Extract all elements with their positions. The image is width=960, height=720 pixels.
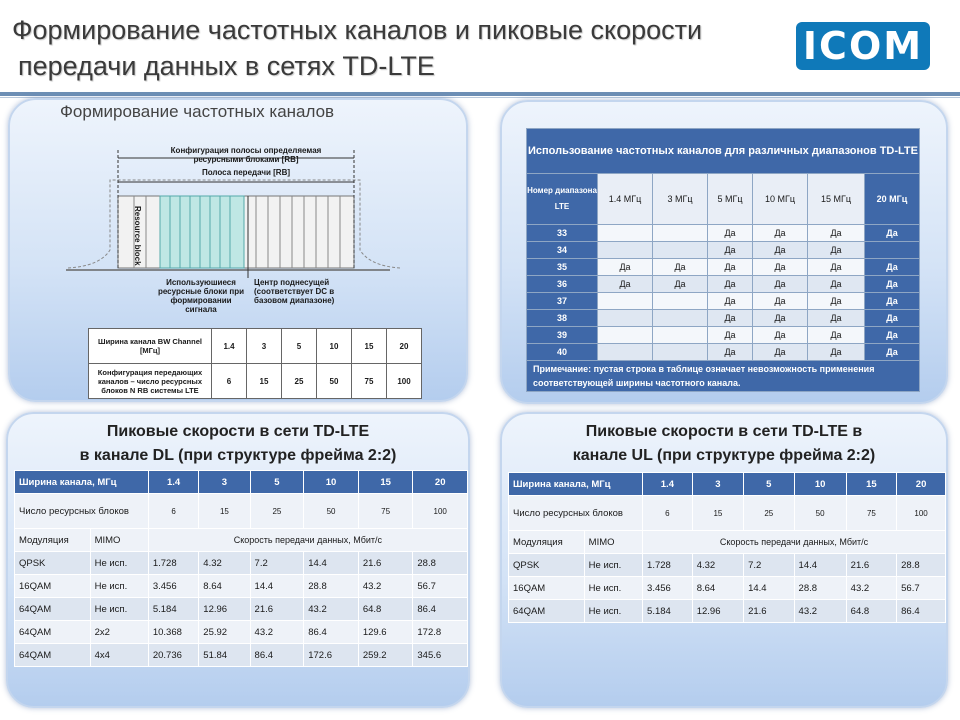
table-row	[509, 577, 946, 600]
table-row	[527, 225, 920, 242]
table-row	[89, 364, 422, 399]
modulation-header: Модуляция	[15, 529, 91, 552]
rate-cell: 5.184	[643, 600, 693, 623]
diagram-title: Формирование частотных каналов	[60, 102, 335, 121]
title-line-1: Формирование частотных каналов и пиковые скорости	[12, 15, 703, 45]
rate-cell: 64.8	[358, 598, 413, 621]
band-col-header: 5 МГц	[708, 174, 753, 225]
used-blocks-label: Используюшиеся ресурсные блоки при формировании сигнала	[157, 278, 245, 314]
rate-cell: 56.7	[897, 577, 946, 600]
table-cell: Да	[808, 344, 865, 361]
table-cell: Да	[753, 242, 808, 259]
dl-rates-table	[14, 470, 468, 667]
table-row	[89, 329, 422, 364]
rb-cell: 100	[413, 494, 468, 529]
table-cell: Да	[708, 276, 753, 293]
rate-cell: 345.6	[413, 644, 468, 667]
modulation-cell: 16QAM	[15, 575, 91, 598]
rb-cell: 75	[846, 496, 896, 531]
table-cell: Да	[753, 327, 808, 344]
rb-label: Число ресурсных блоков	[15, 494, 149, 529]
table-cell: Да	[808, 259, 865, 276]
mimo-header: MIMO	[584, 531, 642, 554]
bandwidth-cell: 10	[794, 473, 846, 496]
rate-cell: 43.2	[846, 577, 896, 600]
rate-cell: 8.64	[692, 577, 743, 600]
rate-cell: 28.8	[304, 575, 359, 598]
bandwidth-cell: 20	[897, 473, 946, 496]
rb-cell: 50	[304, 494, 359, 529]
table-cell: 50	[317, 364, 352, 399]
header-row	[509, 531, 946, 554]
dl-title	[8, 420, 468, 468]
channel-formation-panel	[8, 98, 468, 402]
mimo-cell: Не исп.	[90, 598, 148, 621]
bandwidth-cell: 1.4	[643, 473, 693, 496]
table-cell: Да	[753, 259, 808, 276]
table-cell: Да	[865, 327, 920, 344]
rate-cell: 14.4	[794, 554, 846, 577]
table-row	[509, 554, 946, 577]
table-cell: Да	[808, 327, 865, 344]
rate-cell: 12.96	[199, 598, 250, 621]
rb-cell: 50	[794, 496, 846, 531]
band-number-cell: 34	[527, 242, 598, 259]
bandwidth-row-header: Ширина канала BW Channel [МГц]	[89, 329, 212, 364]
table-cell: Да	[808, 242, 865, 259]
table-cell: Да	[808, 293, 865, 310]
rate-cell: 43.2	[358, 575, 413, 598]
band-number-cell: 36	[527, 276, 598, 293]
table-cell	[598, 344, 653, 361]
table-cell: Да	[708, 225, 753, 242]
bandwidth-cell: 15	[358, 471, 413, 494]
table-cell: 75	[352, 364, 387, 399]
table-cell: 25	[282, 364, 317, 399]
rate-cell: 86.4	[897, 600, 946, 623]
rate-cell: 1.728	[643, 554, 693, 577]
mimo-cell: Не исп.	[90, 575, 148, 598]
modulation-header: Модуляция	[509, 531, 585, 554]
table-row	[527, 327, 920, 344]
rate-header: Скорость передачи данных, Мбит/с	[643, 531, 946, 554]
table-cell	[598, 310, 653, 327]
rate-cell: 4.32	[199, 552, 250, 575]
rate-cell: 7.2	[250, 552, 304, 575]
bandwidth-cell: 10	[304, 471, 359, 494]
table-cell: Да	[808, 276, 865, 293]
rb-row	[15, 494, 468, 529]
table-cell: 1.4	[212, 329, 247, 364]
table-row	[527, 344, 920, 361]
rate-cell: 28.8	[794, 577, 846, 600]
table-cell	[653, 310, 708, 327]
table-row	[509, 600, 946, 623]
table-cell	[865, 242, 920, 259]
rb-cell: 6	[148, 494, 198, 529]
band-table-caption: Использование частотных каналов для различных диапазонов TD-LTE	[527, 129, 920, 174]
ul-rates-table	[508, 472, 946, 623]
band-number-cell: 39	[527, 327, 598, 344]
band-col-header: 3 МГц	[653, 174, 708, 225]
table-cell: Да	[865, 225, 920, 242]
table-cell: Да	[753, 293, 808, 310]
rb-cell: 15	[199, 494, 250, 529]
modulation-cell: 64QAM	[509, 600, 585, 623]
rate-cell: 86.4	[304, 621, 359, 644]
bandwidth-cell: 3	[199, 471, 250, 494]
rate-cell: 8.64	[199, 575, 250, 598]
ul-title	[502, 420, 946, 468]
table-row	[527, 259, 920, 276]
table-cell: 15	[247, 364, 282, 399]
rb-cell: 25	[744, 496, 794, 531]
table-cell: 6	[212, 364, 247, 399]
table-cell	[653, 327, 708, 344]
rate-cell: 86.4	[413, 598, 468, 621]
table-cell: Да	[708, 259, 753, 276]
bandwidth-row	[15, 471, 468, 494]
rate-cell: 51.84	[199, 644, 250, 667]
rate-cell: 1.728	[148, 552, 198, 575]
modulation-cell: QPSK	[509, 554, 585, 577]
rate-cell: 43.2	[250, 621, 304, 644]
bandwidth-label: Ширина канала, МГц	[15, 471, 149, 494]
rate-cell: 14.4	[250, 575, 304, 598]
rb-label: Число ресурсных блоков	[509, 496, 643, 531]
modulation-cell: 64QAM	[15, 644, 91, 667]
rate-cell: 129.6	[358, 621, 413, 644]
table-row	[527, 310, 920, 327]
rb-config-label: Конфигурация полосы определяемая ресурсными блоками [RB]	[170, 146, 322, 164]
band-number-cell: 33	[527, 225, 598, 242]
header-divider	[0, 92, 960, 96]
rate-cell: 21.6	[250, 598, 304, 621]
table-row	[15, 644, 468, 667]
table-cell: Да	[708, 344, 753, 361]
resource-block-label: Resource block	[133, 206, 142, 266]
table-cell: Да	[753, 276, 808, 293]
table-cell	[598, 293, 653, 310]
rate-cell: 21.6	[358, 552, 413, 575]
ul-title-line-2: канале UL (при структуре фрейма 2:2)	[572, 447, 876, 464]
table-cell: Да	[753, 310, 808, 327]
table-row	[15, 621, 468, 644]
table-cell: Да	[865, 310, 920, 327]
rate-cell: 172.6	[304, 644, 359, 667]
rb-cell: 75	[358, 494, 413, 529]
mimo-cell: Не исп.	[584, 554, 642, 577]
table-cell: Да	[753, 344, 808, 361]
table-cell: Да	[708, 293, 753, 310]
mimo-cell: Не исп.	[584, 600, 642, 623]
rate-cell: 28.8	[413, 552, 468, 575]
mimo-cell: 2x2	[90, 621, 148, 644]
rate-cell: 43.2	[304, 598, 359, 621]
ul-title-line-1: Пиковые скорости в сети TD-LTE в	[585, 423, 863, 440]
rate-header: Скорость передачи данных, Мбит/с	[148, 529, 467, 552]
table-row	[15, 575, 468, 598]
table-row	[15, 552, 468, 575]
table-cell	[653, 225, 708, 242]
bandwidth-label: Полоса передачи [RB]	[201, 168, 291, 177]
dl-title-line-1: Пиковые скорости в сети TD-LTE	[106, 423, 370, 440]
rb-cell: 15	[692, 496, 743, 531]
rb-cell: 6	[643, 496, 693, 531]
rate-cell: 172.8	[413, 621, 468, 644]
table-cell: Да	[653, 276, 708, 293]
table-cell: 5	[282, 329, 317, 364]
band-number-cell: 37	[527, 293, 598, 310]
table-cell	[653, 293, 708, 310]
modulation-cell: QPSK	[15, 552, 91, 575]
modulation-cell: 64QAM	[15, 621, 91, 644]
bandwidth-cell: 20	[413, 471, 468, 494]
modulation-cell: 16QAM	[509, 577, 585, 600]
dl-rates-panel	[6, 412, 470, 708]
bandwidth-cell: 1.4	[148, 471, 198, 494]
rate-cell: 21.6	[846, 554, 896, 577]
rate-cell: 10.368	[148, 621, 198, 644]
rate-cell: 14.4	[304, 552, 359, 575]
band-col-header: 20 МГц	[865, 174, 920, 225]
rate-cell: 3.456	[643, 577, 693, 600]
table-cell	[653, 344, 708, 361]
rate-cell: 14.4	[744, 577, 794, 600]
table-cell: 100	[387, 364, 422, 399]
table-cell: 15	[352, 329, 387, 364]
bandwidth-row	[509, 473, 946, 496]
table-cell: Да	[708, 242, 753, 259]
table-cell: Да	[808, 225, 865, 242]
band-header-row	[527, 174, 920, 225]
rate-cell: 56.7	[413, 575, 468, 598]
rate-cell: 5.184	[148, 598, 198, 621]
rate-cell: 20.736	[148, 644, 198, 667]
rb-row-header: Конфигурация передающих каналов – число ресурсных блоков N RB системы LTE	[89, 364, 212, 399]
dl-title-line-2: в канале DL (при структуре фрейма 2:2)	[79, 447, 397, 464]
table-cell	[653, 242, 708, 259]
band-rows	[527, 225, 920, 361]
band-number-cell: 35	[527, 259, 598, 276]
rate-cell: 43.2	[794, 600, 846, 623]
ul-rates-panel	[500, 412, 948, 708]
band-number-cell: 38	[527, 310, 598, 327]
table-row	[527, 276, 920, 293]
table-cell: Да	[865, 293, 920, 310]
rate-cell: 259.2	[358, 644, 413, 667]
band-number-header: Номер диапазона LTE	[527, 174, 598, 225]
table-cell: Да	[598, 259, 653, 276]
mimo-cell: Не исп.	[90, 552, 148, 575]
mimo-header: MIMO	[90, 529, 148, 552]
rb-cell: 100	[897, 496, 946, 531]
table-cell: 20	[387, 329, 422, 364]
band-col-header: 15 МГц	[808, 174, 865, 225]
rate-cell: 64.8	[846, 600, 896, 623]
rate-cell: 86.4	[250, 644, 304, 667]
page-title	[12, 12, 772, 84]
rate-cell: 28.8	[897, 554, 946, 577]
table-cell	[598, 225, 653, 242]
rate-cell: 12.96	[692, 600, 743, 623]
table-cell: Да	[808, 310, 865, 327]
table-cell: Да	[753, 225, 808, 242]
mimo-cell: Не исп.	[584, 577, 642, 600]
rate-cell: 21.6	[744, 600, 794, 623]
mimo-cell: 4x4	[90, 644, 148, 667]
rate-cell: 3.456	[148, 575, 198, 598]
rate-cell: 25.92	[199, 621, 250, 644]
table-cell: Да	[653, 259, 708, 276]
table-cell: Да	[708, 310, 753, 327]
table-cell: 3	[247, 329, 282, 364]
table-cell	[598, 327, 653, 344]
rb-cell: 25	[250, 494, 304, 529]
table-cell: Да	[708, 327, 753, 344]
title-line-2: передачи данных в сетях TD-LTE	[18, 51, 435, 81]
band-col-header: 10 МГц	[753, 174, 808, 225]
table-cell	[598, 242, 653, 259]
rate-cell: 7.2	[744, 554, 794, 577]
bandwidth-cell: 5	[744, 473, 794, 496]
table-cell: Да	[865, 344, 920, 361]
table-cell: Да	[598, 276, 653, 293]
table-cell: Да	[865, 276, 920, 293]
band-usage-table	[526, 128, 920, 392]
rb-row	[509, 496, 946, 531]
bandwidth-label: Ширина канала, МГц	[509, 473, 643, 496]
bandwidth-cell: 3	[692, 473, 743, 496]
band-table-note: Примечание: пустая строка в таблице означает невозможность применения соответствующей ширины частотного канала.	[527, 361, 920, 392]
table-row	[527, 242, 920, 259]
dc-label: Центр поднесущей (соответствует DC в базовом диапазоне)	[254, 278, 335, 305]
table-row	[15, 598, 468, 621]
bandwidth-cell: 5	[250, 471, 304, 494]
bandwidth-rb-table	[88, 328, 422, 399]
band-number-cell: 40	[527, 344, 598, 361]
bandwidth-cell: 15	[846, 473, 896, 496]
band-col-header: 1.4 МГц	[598, 174, 653, 225]
header-row	[15, 529, 468, 552]
table-cell: Да	[865, 259, 920, 276]
modulation-cell: 64QAM	[15, 598, 91, 621]
icom-logo: ICOM	[796, 22, 930, 70]
band-usage-panel	[500, 100, 948, 404]
rate-cell: 4.32	[692, 554, 743, 577]
table-row	[527, 293, 920, 310]
table-cell: 10	[317, 329, 352, 364]
